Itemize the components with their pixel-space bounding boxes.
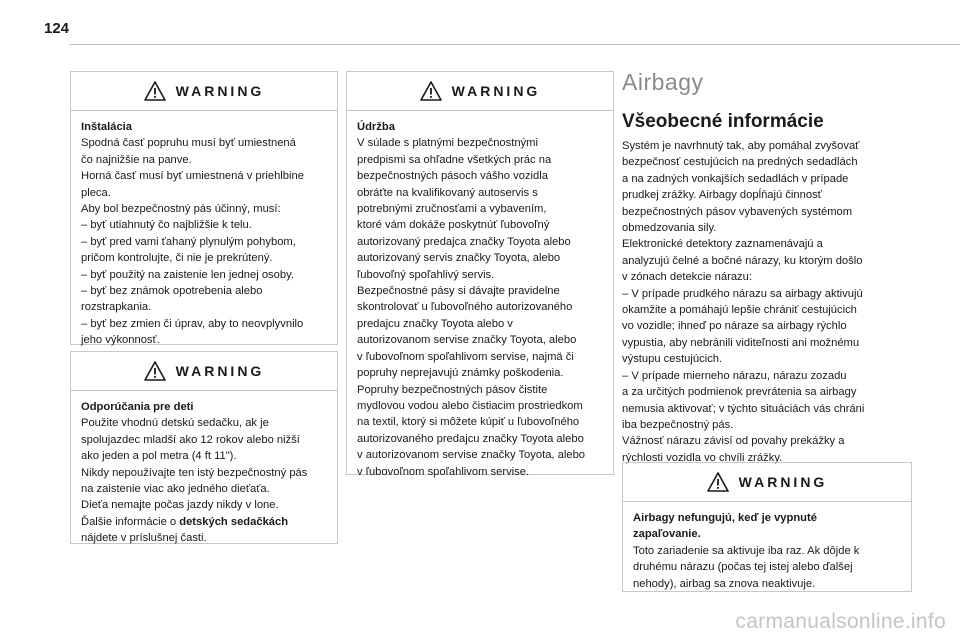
warning-label: WARNING xyxy=(451,83,541,99)
text-line: čo najnižšie na panve. xyxy=(81,153,192,166)
page-number: 124 xyxy=(44,20,70,37)
warning-label: WARNING xyxy=(175,83,265,99)
text-line: bezpečnostných pásov vybavených systémom xyxy=(622,205,853,218)
text-line: obmedzovania sily. xyxy=(622,222,717,235)
warning-header xyxy=(71,72,337,111)
text-line: obráťte na kvalifikovaný autoservis s xyxy=(357,186,538,199)
text-line: pričom kontrolujte, či nie je prekrútený. xyxy=(81,252,273,265)
warning-subtitle: Odporúčania pre deti xyxy=(81,401,194,413)
text-line: predajcu značky Toyota alebo v xyxy=(357,317,513,330)
text-line: druhému nárazu (počas tej istej alebo ďalšej xyxy=(633,561,853,574)
text-line: prudkej zrážky. Airbagy dopĺňajú činnosť xyxy=(622,189,822,202)
text-line: – byť bez zmien či úprav, aby to neovplyvnilo xyxy=(81,317,304,330)
text-line: ktoré vám dokáže poskytnúť ľubovoľný xyxy=(357,219,550,232)
text-line: Popruhy bezpečnostných pásov čistite xyxy=(357,383,548,396)
text-line: Vážnosť nárazu závisí od povahy prekážky a xyxy=(622,435,845,448)
warning-triangle-icon xyxy=(144,361,166,381)
warning-header xyxy=(71,352,337,391)
text-line: ako jeden a pol metra (4 ft 11"). xyxy=(81,450,237,463)
text-line: analyzujú čelné a bočné nárazy, ku ktorým došlo xyxy=(622,254,863,267)
warning-triangle-icon xyxy=(144,81,166,101)
header-rule xyxy=(70,44,960,45)
warning-box-maintenance xyxy=(346,71,614,478)
warning-header xyxy=(347,72,613,111)
text-line: skontrolovať u ľubovoľného autorizovaného xyxy=(357,301,573,314)
text-line: nemusia aktivovať; v týchto situáciách vás chráni xyxy=(622,402,865,415)
text-line: – byť bez známok opotrebenia alebo xyxy=(81,285,263,298)
text-line: autorizovaný predajca značky Toyota alebo xyxy=(357,235,571,248)
text-line: Systém je navrhnutý tak, aby pomáhal zvyšovať xyxy=(622,140,860,152)
text-line: spolujazdec mladší ako 12 rokov alebo nižší xyxy=(81,433,300,446)
text-line: vo vozidle; ihneď po náraze sa airbagy rýchlo xyxy=(622,320,847,333)
text-line: v autorizovanom servise značky Toyota, alebo xyxy=(357,449,586,462)
text-line: Horná časť musí byť umiestnená v priehlbine xyxy=(81,170,304,183)
warning-body xyxy=(81,119,327,349)
text-line: nehody), airbag sa znova neaktivuje. xyxy=(633,577,816,590)
text-line: výstupu cestujúcich. xyxy=(622,353,723,366)
text-line: bezpečnosť cestujúcich na predných sedadlách xyxy=(622,156,858,169)
text-line: potrebnými zručnosťami a vybavením, xyxy=(357,203,547,216)
text-line: Toto zariadenie sa aktivuje iba raz. Ak dôjde k xyxy=(633,544,860,557)
text-line: Spodná časť popruhu musí byť umiestnená xyxy=(81,137,296,150)
general-info-text xyxy=(622,138,912,466)
text-line: Elektronické detektory zaznamenávajú a xyxy=(622,238,823,251)
text-line: Ďalšie informácie o xyxy=(81,515,180,528)
warning-triangle-icon xyxy=(707,472,729,492)
warning-body xyxy=(633,510,901,592)
text-line: pleca. xyxy=(81,186,111,199)
section-heading: Všeobecné informácie xyxy=(622,111,824,132)
warning-box-airbags xyxy=(622,462,912,592)
text-line: ľubovoľný spoľahlivý servis. xyxy=(357,268,495,281)
warning-label: WARNING xyxy=(175,363,265,379)
text-line: autorizovaného predajcu značky Toyota alebo xyxy=(357,432,584,445)
warning-header xyxy=(623,463,911,502)
warning-box-installation xyxy=(70,71,338,345)
text-line: v ľubovoľnom spoľahlivom servise. xyxy=(357,465,530,478)
text-line: na zaistenie viac ako jedného dieťaťa. xyxy=(81,483,270,496)
text-line: Aby bol bezpečnostný pás účinný, musí: xyxy=(81,203,281,216)
warning-subtitle: Inštalácia xyxy=(81,121,132,133)
text-line: a za určitých podmienok prevrátenia sa airbagy xyxy=(622,386,857,399)
text-line: mydlovou vodou alebo čistiacim prostriedkom xyxy=(357,399,583,412)
watermark: carmanualsonline.info xyxy=(735,610,946,633)
text-line: vypustia, aby nebránili viditeľnosti ani možnému xyxy=(622,336,860,349)
text-line: bezpečnostných pásoch vášho vozidla xyxy=(357,170,548,183)
text-line: nájdete v príslušnej časti. xyxy=(81,532,207,545)
text-line: rýchlosti vozidla vo chvíli zrážky. xyxy=(622,451,783,464)
text-line: – byť utiahnutý čo najbližšie k telu. xyxy=(81,219,252,232)
warning-body xyxy=(81,399,327,547)
text-line: rozstrapkania. xyxy=(81,301,152,314)
warning-body xyxy=(357,119,603,480)
text-line: okamžite a pomáhajú lepšie chrániť cestujúcich xyxy=(622,304,857,317)
text-line: Nikdy nepoužívajte ten istý bezpečnostný pás xyxy=(81,466,308,479)
warning-subtitle: Údržba xyxy=(357,121,395,133)
warning-box-children xyxy=(70,351,338,544)
text-line: – byť pred vami ťahaný plynulým pohybom, xyxy=(81,235,296,248)
text-line: – V prípade mierneho nárazu, nárazu zozadu xyxy=(622,369,847,382)
child-seats-reference: detských sedačkách xyxy=(179,515,289,528)
chapter-heading: Airbagy xyxy=(622,69,704,95)
text-line: – byť použitý na zaistenie len jednej osoby. xyxy=(81,268,294,281)
text-line: autorizovanom servise značky Toyota, alebo xyxy=(357,334,577,347)
text-line: autorizovaný servis značky Toyota, alebo xyxy=(357,252,561,265)
text-line: a na zadných vonkajších sedadlách v prípade xyxy=(622,172,849,185)
text-line: V súlade s platnými bezpečnostnými xyxy=(357,137,538,150)
text-line: popruhy neprejavujú známky poškodenia. xyxy=(357,367,564,380)
text-line: v zónach detekcie nárazu: xyxy=(622,271,752,284)
text-line: Dieťa nemajte počas jazdy nikdy v lone. xyxy=(81,499,279,512)
warning-label: WARNING xyxy=(738,474,828,490)
warning-subtitle: zapaľovanie. xyxy=(633,528,701,541)
warning-triangle-icon xyxy=(420,81,442,101)
text-line: Použite vhodnú detskú sedačku, ak je xyxy=(81,417,269,430)
warning-subtitle: Airbagy nefungujú, keď je vypnuté xyxy=(633,512,817,524)
text-line: – V prípade prudkého nárazu sa airbagy aktivujú xyxy=(622,287,863,300)
text-line: v ľubovoľnom spoľahlivom servise, najmä či xyxy=(357,350,574,363)
text-line: jeho výkonnosť. xyxy=(81,334,160,347)
text-line: iba bezpečnostný pás. xyxy=(622,418,734,431)
text-line: na textil, ktorý si môžete kúpiť u ľubovoľného xyxy=(357,416,580,429)
text-line: Bezpečnostné pásy si dávajte pravidelne xyxy=(357,285,560,298)
text-line: predpismi sa ohľadne všetkých prác na xyxy=(357,153,552,166)
